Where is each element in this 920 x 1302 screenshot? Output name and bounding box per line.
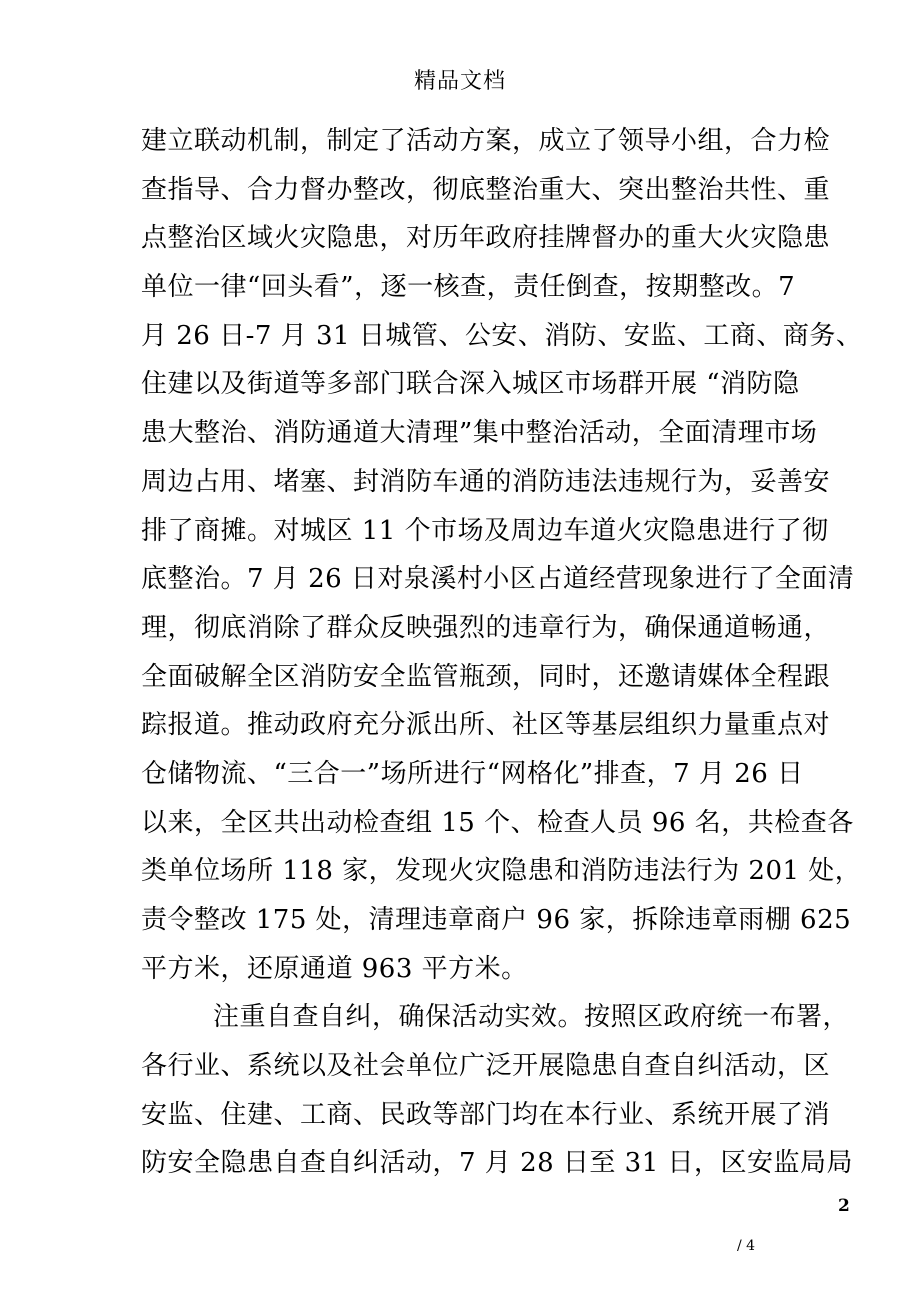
text-line: 平方米，还原通道 963 平方米。	[141, 953, 528, 984]
text-line: 底整治。7 月 26 日对泉溪村小区占道经营现象进行了全面清	[141, 564, 855, 595]
text-line: 安监、住建、工商、民政等部门均在本行业、系统开展了消	[141, 1099, 831, 1130]
text-line: 踪报道。推动政府充分派出所、社区等基层组织力量重点对	[141, 710, 831, 741]
text-line: 全面破解全区消防安全监管瓶颈，同时，还邀请媒体全程跟	[141, 661, 831, 692]
text-line: 周边占用、堵塞、封消防车通的消防违法违规行为，妥善安	[141, 466, 831, 497]
page-number: 2	[838, 1196, 850, 1216]
text-line: 各行业、系统以及社会单位广泛开展隐患自查自纠活动，区	[141, 1051, 831, 1082]
text-line: 查指导、合力督办整改，彻底整治重大、突出整治共性、重	[141, 174, 831, 205]
text-line: 责令整改 175 处，清理违章商户 96 家，拆除违章雨棚 625	[141, 905, 852, 935]
text-line: 点整治区域火灾隐患，对历年政府挂牌督办的重大火灾隐患	[141, 223, 831, 254]
paragraph-2	[141, 993, 854, 1188]
text-line: 仓储物流、“三合一”场所进行“网格化”排查，7 月 26 日	[141, 758, 804, 789]
page-total: / 4	[737, 1238, 756, 1254]
text-line: 月 26 日-7 月 31 日城管、公安、消防、安监、工商、商务、	[141, 320, 863, 351]
paragraph-1	[141, 117, 863, 993]
text-line: 理，彻底消除了群众反映强烈的违章行为，确保通道畅通，	[141, 612, 831, 643]
text-line: 单位一律“回头看”，逐一核查，责任倒查，按期整改。7	[141, 272, 796, 303]
text-line: 建立联动机制，制定了活动方案，成立了领导小组，合力检	[141, 126, 831, 156]
text-line: 以来，全区共出动检查组 15 个、检查人员 96 名，共检查各	[141, 807, 854, 838]
document-body	[141, 117, 863, 1188]
text-line: 住建以及街道等多部门联合深入城区市场群开展 “消防隐	[141, 369, 800, 400]
text-line: 患大整治、消防通道大清理”集中整治活动，全面清理市场	[141, 418, 818, 449]
text-line: 注重自查自纠，确保活动实效。按照区政府统一布署，	[213, 1002, 850, 1033]
text-line: 防安全隐患自查自纠活动，7 月 28 日至 31 日，区安监局局	[141, 1148, 854, 1179]
text-line: 排了商摊。对城区 11 个市场及周边车道火灾隐患进行了彻	[141, 515, 829, 546]
text-line: 类单位场所 118 家，发现火灾隐患和消防违法行为 201 处，	[141, 856, 862, 887]
page-header-title: 精品文档	[413, 69, 506, 94]
